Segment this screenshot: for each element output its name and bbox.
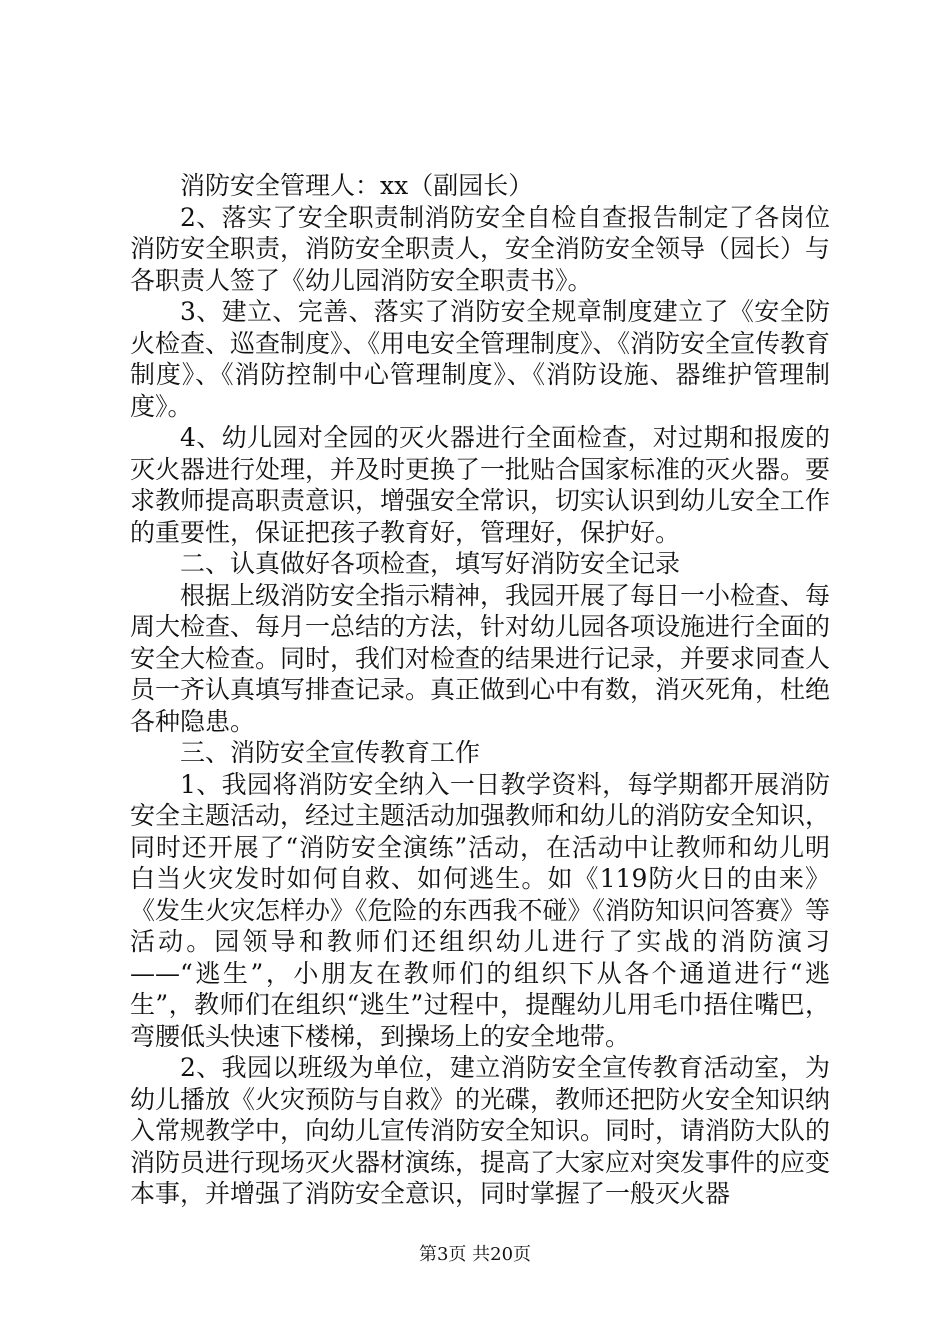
- paragraph-education-activities: 1、我园将消防安全纳入一日教学资料，每学期都开展消防安全主题活动，经过主题活动加强教师和幼儿的消防安全知识，同时还开展了“消防安全演练”活动，在活动中让教师和幼儿明白当火灾发时如何自救、如何逃生。如《119防火日的由来》《发生火灾怎样办》《危险的东西我不碰》《消防知识问答赛》等活动。园领导和教师们还组织幼儿进行了实战的消防演习——“逃生”，小朋友在教师们的组织下从各个通道进行“逃生”，教师们在组织“逃生”过程中，提醒幼儿用毛巾捂住嘴巴，弯腰低头快速下楼梯，到操场上的安全地带。: [130, 769, 831, 1051]
- section-heading-education: 三、消防安全宣传教育工作: [180, 738, 481, 767]
- page-number: 第3页 共20页: [418, 1244, 532, 1265]
- paragraph-extinguisher-inspection: 4、幼儿园对全园的灭火器进行全面检查，对过期和报废的灭火器进行处理，并及时更换了一批贴合国家标准的灭火器。要求教师提高职责意识，增强安全常识，切实认识到幼儿安全工作的重要性，保证把孩子教育好，管理好，保护好。: [130, 423, 831, 547]
- section-heading-inspections: 二、认真做好各项检查，填写好消防安全记录: [180, 549, 681, 578]
- paragraph-inspection-methods: 根据上级消防安全指示精神，我园开展了每日一小检查、每周大检查、每月一总结的方法，针对幼儿园各项设施进行全面的安全大检查。同时，我们对检查的结果进行记录，并要求同查人员一齐认真填写排查记录。真正做到心中有数，消灭死角，杜绝各种隐患。: [130, 580, 831, 736]
- paragraph-class-education: 2、我园以班级为单位，建立消防安全宣传教育活动室，为幼儿播放《火灾预防与自救》的光碟，教师还把防火安全知识纳入常规教学中，向幼儿宣传消防安全知识。同时，请消防大队的消防员进行现场灭火器材演练，提高了大家应对突发事件的应变本事，并增强了消防安全意识，同时掌握了一般灭火器: [130, 1053, 831, 1208]
- document-body: [130, 170, 830, 1210]
- paragraph-rules-and-regulations: 3、建立、完善、落实了消防安全规章制度建立了《安全防火检查、巡查制度》、《用电安全管理制度》、《消防安全宣传教育制度》、《消防控制中心管理制度》、《消防设施、器维护管理制度》。: [130, 297, 831, 421]
- paragraph-responsibility-system: 2、落实了安全职责制消防安全自检自查报告制定了各岗位消防安全职责，消防安全职责人，安全消防安全领导（园长）与各职责人签了《幼儿园消防安全职责书》。: [130, 202, 831, 295]
- paragraph-safety-manager: 消防安全管理人：xx（副园长）: [180, 171, 534, 200]
